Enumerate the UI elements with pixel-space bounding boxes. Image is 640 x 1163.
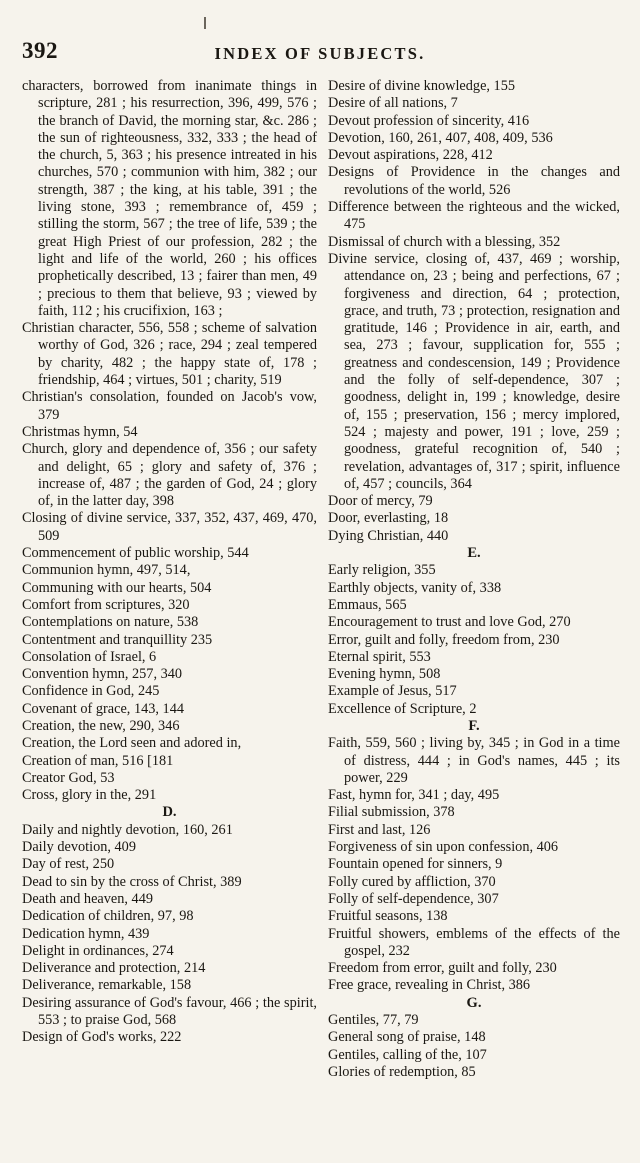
index-entry: Dying Christian, 440: [328, 527, 449, 544]
index-entry: Church, glory and dependence of, 356 ; our safety and delight, 65 ; glory and safety of, 376 ; increase of, 487 ; the garden of God, 24 ; glory of, in the latter day, 398: [22, 441, 317, 510]
section-letter: F.: [468, 717, 480, 734]
index-entry: Confidence in God, 245: [22, 683, 160, 700]
index-entry: Dismissal of church with a blessing, 352: [328, 233, 561, 250]
section-letter: E.: [467, 545, 481, 562]
index-entry: Dedication of children, 97, 98: [22, 908, 194, 925]
printer-mark: [204, 17, 206, 29]
index-entry: Emmaus, 565: [328, 596, 407, 613]
index-entry: Fruitful showers, emblems of the effects of the gospel, 232: [328, 925, 620, 959]
index-entry: Delight in ordinances, 274: [22, 942, 174, 959]
index-entry: General song of praise, 148: [328, 1029, 486, 1046]
index-entry: characters, borrowed from inanimate things in scripture, 281 ; his resurrection, 396, 499, 576 ; the branch of David, the morning star, &c. 286 ; the sun of righteousness, 332, 333 ; the head of the church, 5, 363 ; his presence intreated in his churches, 570 ; communion with him, 382 ; our strength, 387 ; the king, at his table, 391 ; the living stone, 393 ; remembrance of, 459 ; stilling the storm, 567 ; the tree of life, 539 ; the great High Priest of our profession, 282 ; the light and life of the world, 260 ; his offices prophetically described, 13 ; fairer than men, 49 ; precious to them that believe, 93 ; viewed by faith, 112 ; his crucifixion, 163 ;: [22, 78, 317, 319]
index-entry: Creator God, 53: [22, 769, 115, 786]
index-entry: Desire of divine knowledge, 155: [328, 78, 516, 94]
index-entry: Day of rest, 250: [22, 856, 115, 873]
index-entry: Commencement of public worship, 544: [22, 545, 249, 562]
index-entry: Evening hymn, 508: [328, 666, 441, 683]
index-entry: Fountain opened for sinners, 9: [328, 856, 503, 873]
index-entry: Daily devotion, 409: [22, 839, 136, 856]
index-entry: Excellence of Scripture, 2: [328, 700, 477, 717]
index-entry: Divine service, closing of, 437, 469 ; worship, attendance on, 23 ; being and perfections, 67 ; forgiveness and direction, 64 ; protection, grace, and truth, 73 ; protection, resignation and gratitude, 146 ; Providence in air, earth, and sea, 273 ; favour, supplication for, 555 ; greatness and condescension, 149 ; Providence and the folly of self-dependence, 307 ; goodness, delight in, 199 ; knowledge, desire of, 155 ; preservation, 156 ; mercy implored, 524 ; majesty and power, 191 ; love, 259 ; goodness, grateful recognition of, 540 ; revelation, advantages of, 317 ; spirit, influence of, 457 ; councils, 364: [328, 250, 620, 492]
index-entry: Fruitful seasons, 138: [328, 908, 448, 925]
index-entry: Desiring assurance of God's favour, 466 ; the spirit, 553 ; to praise God, 568: [22, 994, 317, 1029]
index-entry: Consolation of Israel, 6: [22, 648, 157, 665]
running-head: INDEX OF SUBJECTS.: [214, 44, 426, 63]
index-entry: Designs of Providence in the changes and revolutions of the world, 526: [328, 164, 620, 198]
index-entry: Desire of all nations, 7: [328, 95, 458, 112]
index-entry: Contemplations on nature, 538: [22, 614, 199, 631]
index-entry: Freedom from error, guilt and folly, 230: [328, 960, 557, 977]
index-entry: Devout profession of sincerity, 416: [328, 112, 530, 129]
index-entry: Earthly objects, vanity of, 338: [328, 579, 502, 596]
index-entry: Eternal spirit, 553: [328, 648, 431, 665]
index-entry: Deliverance and protection, 214: [22, 960, 206, 977]
index-entry: Difference between the righteous and the wicked, 475: [328, 199, 620, 233]
index-entry: Folly of self-dependence, 307: [328, 890, 499, 907]
index-entry: Free grace, revealing in Christ, 386: [328, 977, 531, 994]
index-entry: Devout aspirations, 228, 412: [328, 147, 493, 164]
index-entry: Gentiles, calling of the, 107: [328, 1046, 487, 1063]
index-entry: Christmas hymn, 54: [22, 423, 138, 440]
index-entry: Covenant of grace, 143, 144: [22, 700, 184, 717]
index-entry: Filial submission, 378: [328, 804, 455, 821]
index-entry: Communion hymn, 497, 514,: [22, 562, 191, 579]
index-entry: Communing with our hearts, 504: [22, 579, 212, 596]
index-entry: Deliverance, remarkable, 158: [22, 977, 192, 994]
index-entry: Forgiveness of sin upon confession, 406: [328, 839, 559, 856]
index-entry: Fast, hymn for, 341 ; day, 495: [328, 787, 500, 804]
index-entry: Door, everlasting, 18: [328, 510, 449, 527]
index-entry: First and last, 126: [328, 821, 431, 838]
index-entry: Creation, the new, 290, 346: [22, 717, 180, 734]
index-entry: Gentiles, 77, 79: [328, 1012, 419, 1029]
index-entry: Comfort from scriptures, 320: [22, 596, 190, 613]
index-entry: Daily and nightly devotion, 160, 261: [22, 821, 233, 838]
index-entry: Creation of man, 516 [181: [22, 752, 174, 769]
index-column-left: [22, 78, 317, 1047]
index-entry: Christian's consolation, founded on Jacob's vow, 379: [22, 389, 317, 423]
index-entry: Contentment and tranquillity 235: [22, 631, 213, 648]
index-entry: Convention hymn, 257, 340: [22, 666, 183, 683]
index-entry: Christian character, 556, 558 ; scheme of salvation worthy of God, 326 ; race, 294 ; zeal tempered by charity, 482 ; the happy state of, 178 ; friendship, 464 ; virtues, 501 ; charity, 519: [22, 320, 317, 389]
index-column-right: [328, 78, 620, 1081]
index-entry: Dead to sin by the cross of Christ, 389: [22, 873, 242, 890]
index-entry: Closing of divine service, 337, 352, 437, 469, 470, 509: [22, 510, 317, 544]
index-entry: Door of mercy, 79: [328, 493, 433, 510]
index-entry: Encouragement to trust and love God, 270: [328, 614, 571, 631]
index-entry: Creation, the Lord seen and adored in,: [22, 735, 242, 752]
index-entry: Folly cured by affliction, 370: [328, 873, 496, 890]
index-entry: Faith, 559, 560 ; living by, 345 ; in God in a time of distress, 444 ; in God's names, 445 ; its power, 229: [328, 735, 620, 786]
index-entry: Error, guilt and folly, freedom from, 230: [328, 631, 560, 648]
index-entry: Early religion, 355: [328, 562, 436, 579]
index-entry: Dedication hymn, 439: [22, 925, 150, 942]
index-entry: Glories of redemption, 85: [328, 1063, 476, 1080]
index-entry: Example of Jesus, 517: [328, 683, 457, 700]
index-entry: Cross, glory in the, 291: [22, 787, 157, 804]
index-entry: Death and heaven, 449: [22, 890, 154, 907]
page-header: [0, 38, 640, 68]
page-number: 392: [22, 38, 58, 63]
index-entry: Devotion, 160, 261, 407, 408, 409, 536: [328, 129, 553, 146]
section-letter: G.: [466, 994, 482, 1011]
index-entry: Design of God's works, 222: [22, 1029, 182, 1046]
section-letter: D.: [162, 804, 177, 821]
